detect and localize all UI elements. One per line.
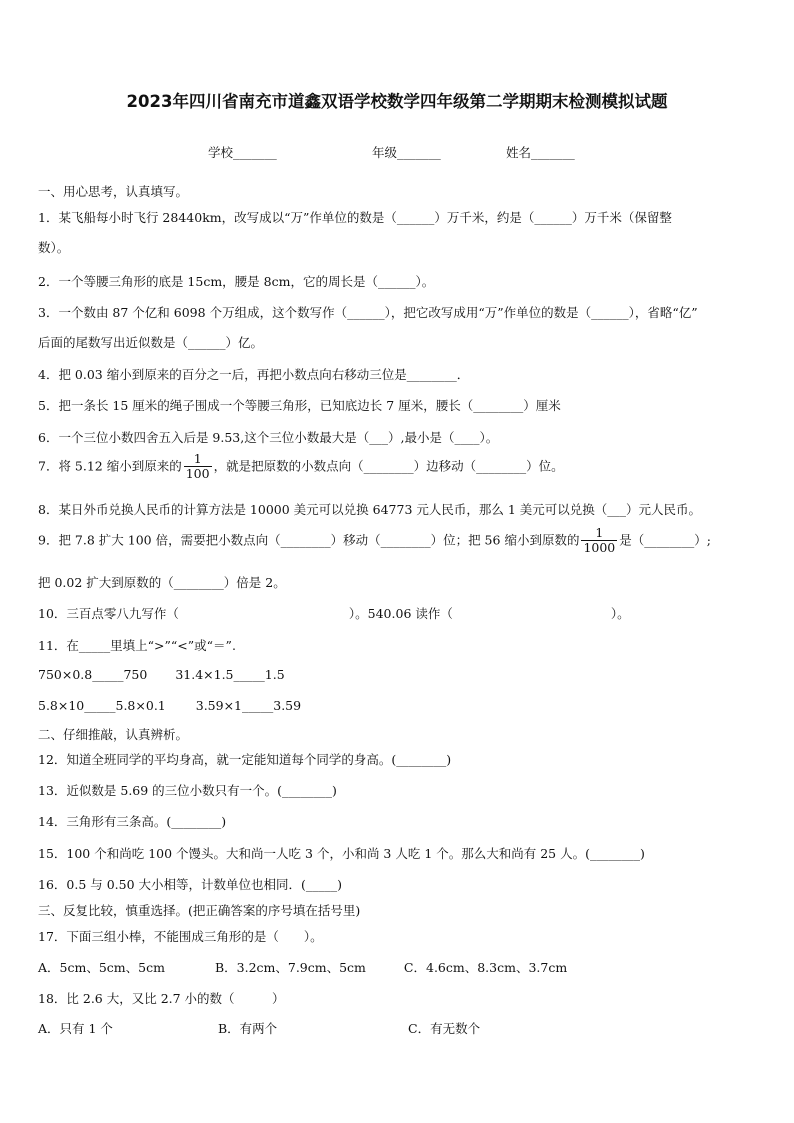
option-b[interactable]: B．有两个 <box>218 1021 278 1036</box>
section-2-heading: 二、仔细推敲，认真辨析。 <box>38 727 189 742</box>
question-16: 16．0.5 与 0.50 大小相等，计数单位也相同．(_____) <box>38 877 343 892</box>
option-c[interactable]: C．4.6cm、8.3cm、3.7cm <box>403 960 568 975</box>
question-5: 5．把一条长 15 厘米的绳子围成一个等腰三角形，已知底边长 7 厘米，腰长（________）厘米 <box>38 398 561 413</box>
fraction-1-over-1000 <box>581 526 617 556</box>
question-18: 18．比 2.6 大，又比 2.7 小的数（ ） <box>38 991 285 1006</box>
fraction-numerator: 1 <box>581 526 617 541</box>
question-15: 15．100 个和尚吃 100 个馒头。大和尚一人吃 3 个，小和尚 3 人吃 1 个。那么大和尚有 25 人。(________) <box>38 846 645 861</box>
grade-field[interactable]: 年级_______ <box>372 145 441 160</box>
compare-item[interactable]: 5.8×10_____5.8×0.1 <box>38 698 166 713</box>
fraction-denominator: 1000 <box>583 540 616 556</box>
option-a[interactable]: A．只有 1 个 <box>38 1021 113 1036</box>
fraction-1-over-100 <box>184 452 212 482</box>
question-8: 8．某日外币兑换人民币的计算方法是 10000 美元可以兑换 64773 元人民币，那么 1 美元可以兑换（___）元人民币。 <box>38 502 702 517</box>
question-10-part-b: ）。540.06 读作（ <box>348 606 453 621</box>
compare-item[interactable]: 750×0.8_____750 <box>38 667 148 682</box>
fraction-denominator: 100 <box>185 466 210 482</box>
question-9-before: 9．把 7.8 扩大 100 倍，需要把小数点向（________）移动（________）位；把 56 缩小到原数的 <box>38 532 580 548</box>
question-9-line-1 <box>38 526 711 556</box>
question-10-part-a: 10．三百点零八九写作（ <box>38 606 179 621</box>
question-3-line-1: 3．一个数由 87 个亿和 6098 个万组成，这个数写作（______），把它改写成用“万”作单位的数是（______），省略“亿” <box>38 305 698 320</box>
name-field[interactable]: 姓名_______ <box>506 145 575 160</box>
question-7-after: ，就是把原数的小数点向（________）边移动（________）位。 <box>213 458 564 474</box>
question-17-options <box>38 958 567 976</box>
question-13: 13．近似数是 5.69 的三位小数只有一个。(________) <box>38 783 337 798</box>
question-7-before: 7．将 5.12 缩小到原来的 <box>38 458 182 474</box>
section-1-heading: 一、用心思考，认真填写。 <box>38 184 189 199</box>
school-field[interactable]: 学校_______ <box>208 145 277 160</box>
question-11-row-1 <box>38 667 285 682</box>
page-title: 2023年四川省南充市道鑫双语学校数学四年级第二学期期末检测模拟试题 <box>126 92 668 111</box>
question-14: 14．三角形有三条高。(________) <box>38 814 227 829</box>
section-3-heading: 三、反复比较，慎重选择。(把正确答案的序号填在括号里) <box>38 903 361 918</box>
question-18-options <box>38 1019 480 1037</box>
question-2: 2．一个等腰三角形的底是 15cm，腰是 8cm，它的周长是（______）。 <box>38 274 435 289</box>
question-6: 6．一个三位小数四舍五入后是 9.53,这个三位小数最大是（___）,最小是（____）。 <box>38 430 499 445</box>
option-a[interactable]: A．5cm、5cm、5cm <box>38 960 165 975</box>
question-4: 4．把 0.03 缩小到原来的百分之一后，再把小数点向右移动三位是________． <box>38 367 470 382</box>
question-10-part-c: ）。 <box>610 606 630 621</box>
question-12: 12．知道全班同学的平均身高，就一定能知道每个同学的身高。(________) <box>38 752 452 767</box>
question-1-line-1: 1．某飞船每小时飞行 28440km，改写成以“万”作单位的数是（______）万千米，约是（______）万千米（保留整 <box>38 210 672 225</box>
question-10 <box>38 604 630 622</box>
option-b[interactable]: B．3.2cm、7.9cm、5cm <box>214 960 366 975</box>
compare-item[interactable]: 31.4×1.5_____1.5 <box>175 667 285 682</box>
compare-item[interactable]: 3.59×1_____3.59 <box>195 698 302 713</box>
fraction-numerator: 1 <box>184 452 212 467</box>
question-11-intro: 11．在_____里填上“>”“<”或“＝”. <box>38 638 236 653</box>
question-17: 17．下面三组小棒，不能围成三角形的是（ ）。 <box>38 929 323 944</box>
question-11-row-2 <box>38 698 301 713</box>
question-1-line-2: 数）。 <box>38 240 70 255</box>
option-c[interactable]: C．有无数个 <box>408 1021 481 1036</box>
question-9-line-2: 把 0.02 扩大到原数的（________）倍是 2。 <box>38 575 286 590</box>
question-7 <box>38 452 564 482</box>
question-3-line-2: 后面的尾数写出近似数是（______）亿。 <box>38 335 264 350</box>
question-9-after: 是（________）; <box>619 532 711 548</box>
